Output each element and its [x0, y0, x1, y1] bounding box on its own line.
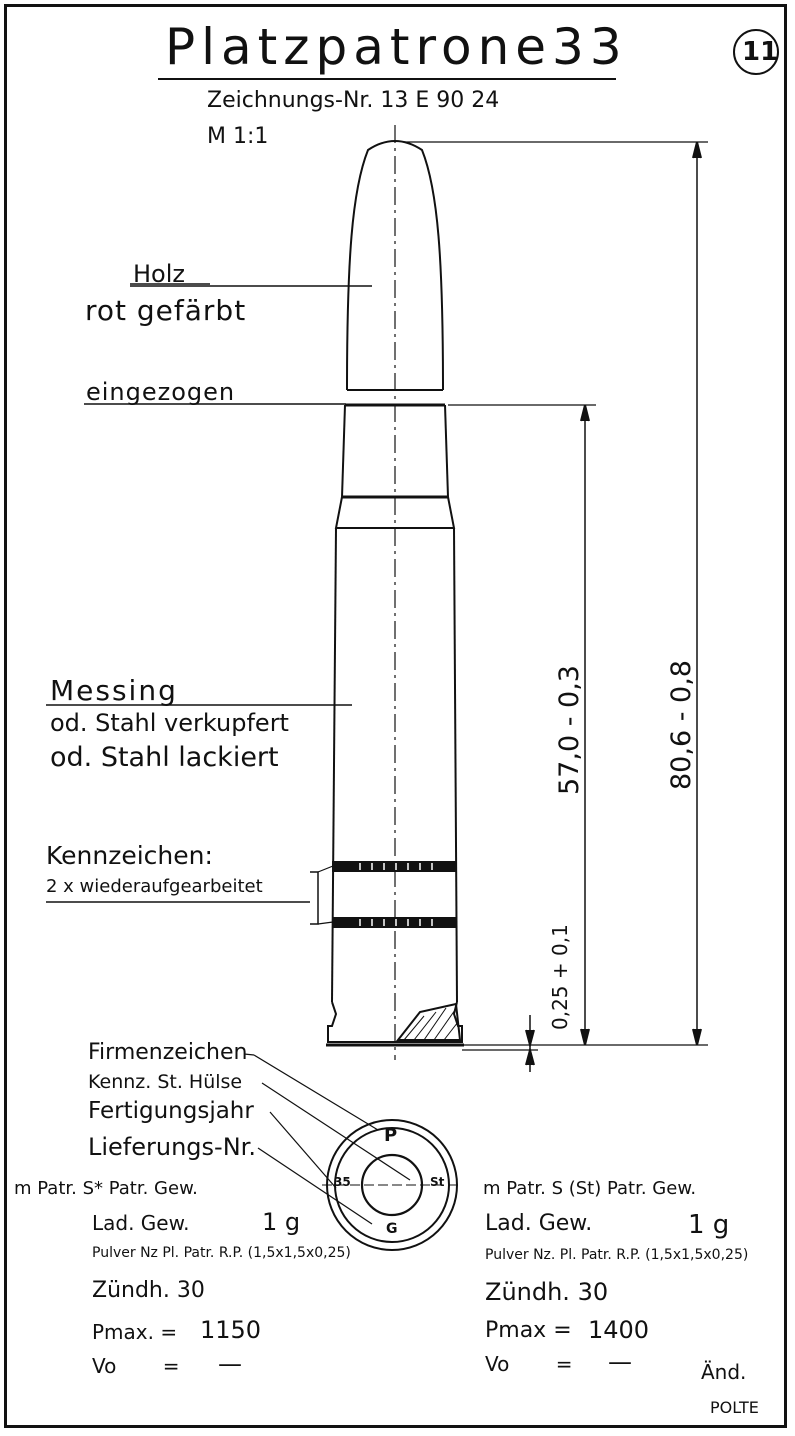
sheet-number: 11	[742, 37, 779, 67]
scale-label: M 1:1	[207, 124, 269, 149]
label-messing: Messing	[50, 674, 178, 707]
spec-left-vo-value: —	[218, 1350, 242, 1378]
spec-right-zundh: Zündh. 30	[485, 1278, 609, 1306]
marking-ring-1	[333, 862, 456, 871]
label-firmenzeichen: Firmenzeichen	[88, 1040, 248, 1065]
label-stahl-verkupfert: od. Stahl verkupfert	[50, 709, 289, 737]
label-kennz-st-huelse: Kennz. St. Hülse	[88, 1071, 243, 1093]
body-left	[332, 528, 336, 1002]
dim-case-label: 57,0 - 0,3	[554, 665, 585, 795]
drawing-number: Zeichnungs-Nr. 13 E 90 24	[207, 88, 500, 113]
page-title: Platzpatrone33	[165, 18, 628, 76]
body-right	[454, 528, 457, 1002]
spec-right-vo-value: —	[608, 1348, 632, 1376]
dim-rim-label: 0,25 + 0,1	[548, 924, 572, 1030]
label-stahl-lackiert: od. Stahl lackiert	[50, 742, 279, 773]
spec-right-pmax-label: Pmax =	[485, 1318, 572, 1343]
label-eingezogen: eingezogen	[86, 378, 236, 406]
section-cut	[398, 1004, 460, 1040]
spec-left-heading: m Patr. S* Patr. Gew.	[14, 1178, 198, 1199]
headstamp-mark-left: 35	[334, 1175, 351, 1189]
spec-left-ladgew-value: 1 g	[262, 1208, 301, 1236]
label-fertigungsjahr: Fertigungsjahr	[88, 1098, 254, 1124]
spec-right-heading: m Patr. S (St) Patr. Gew.	[483, 1178, 697, 1199]
neck-left	[342, 405, 345, 497]
spec-right-ladgew-value: 1 g	[688, 1210, 730, 1240]
marking-ring-2	[333, 918, 456, 927]
spec-left-ladgew-label: Lad. Gew.	[92, 1211, 190, 1235]
spec-right-ladgew-label: Lad. Gew.	[485, 1211, 593, 1236]
change-label: Änd.	[701, 1360, 747, 1384]
knurl-ticks	[360, 863, 432, 926]
spec-right-pmax-value: 1400	[588, 1316, 650, 1344]
spec-left-pulver: Pulver Nz Pl. Patr. R.P. (1,5x1,5x0,25)	[92, 1245, 351, 1261]
label-lieferungs-nr: Lieferungs-Nr.	[88, 1133, 256, 1161]
neck-right	[445, 405, 448, 497]
dim-total-label: 80,6 - 0,8	[666, 660, 697, 790]
spec-right-vo-label: Vo =	[485, 1352, 573, 1376]
section-hatch	[404, 1008, 458, 1040]
spec-left-zundh: Zündh. 30	[92, 1278, 205, 1303]
label-holz: Holz	[133, 260, 185, 288]
spec-left-pmax-label: Pmax. =	[92, 1320, 178, 1344]
spec-left-pmax-value: 1150	[200, 1316, 262, 1344]
label-wiederaufgearbeitet: 2 x wiederaufgearbeitet	[46, 876, 263, 897]
spec-right-pulver: Pulver Nz. Pl. Patr. R.P. (1,5x1,5x0,25)	[485, 1247, 749, 1263]
headstamp-mark-right: St	[430, 1175, 445, 1189]
label-kennzeichen: Kennzeichen:	[46, 841, 213, 870]
spec-left-vo-label: Vo =	[92, 1354, 180, 1378]
headstamp-mark-bottom: G	[386, 1221, 398, 1237]
headstamp-mark-top: P	[384, 1125, 398, 1146]
maker-label: POLTE	[710, 1398, 759, 1417]
label-rot-gefaerbt: rot gefärbt	[85, 294, 247, 327]
